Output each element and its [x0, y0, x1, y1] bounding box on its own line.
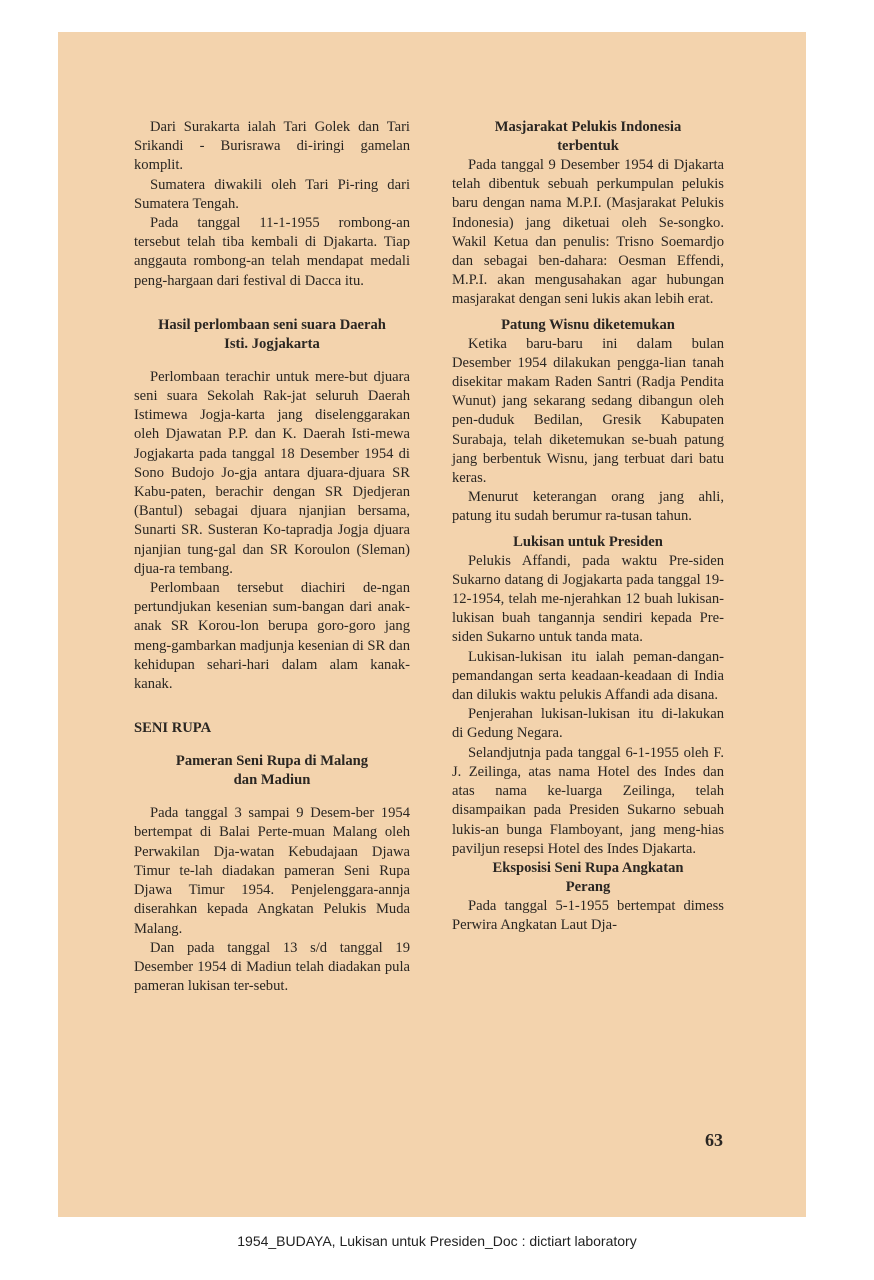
- paragraph: Perlombaan tersebut diachiri de-ngan pertundjukan kesenian sum-bangan dari anak-anak SR Korou-lon berupa goro-goro jang meng-gambarkan madjunja kesenian di SR dan kehidupan sehari-hari dalam alam kanak-kanak.: [134, 580, 410, 693]
- scanned-page: [58, 32, 806, 1217]
- section-heading: Lukisan untuk Presiden: [513, 533, 663, 550]
- paragraph: Perlombaan terachir untuk mere-but djuara seni suara Sekolah Rak-jat seluruh Daerah Istimewa Jogja-karta jang diselenggarakan oleh Djawatan P.P. dan K. Daerah Isti-mewa Jogjakarta pada tanggal 18 Desember 1954 di Sono Budojo Jo-gja antara djuara-djuara SR Kabu-paten, berachir dengan SR Djedjeran (Bantul) sebagai djuara njanjian bersama, Sunarti SR. Susteran Ko-tapradja Jogja djuara njanjian tung-gal dan SR Koroulon (Sleman) djua-ra tembang.: [134, 368, 410, 577]
- section-heading: Hasil perlombaan seni suara Daerah Isti. Jogjakarta: [158, 316, 386, 352]
- image-caption: 1954_BUDAYA, Lukisan untuk Presiden_Doc : dictiart laboratory: [237, 1233, 637, 1249]
- paragraph: Pada tanggal 5-1-1955 bertempat dimess Perwira Angkatan Laut Dja-: [452, 897, 724, 934]
- section-heading: Eksposisi Seni Rupa Angkatan Perang: [492, 859, 684, 895]
- right-column: [452, 118, 724, 935]
- paragraph: Ketika baru-baru ini dalam bulan Desember 1954 dilakukan pengga-lian tanah disekitar makam Raden Santri (Radja Pendita Wunut) jang sekarang sedang dibangun oleh pen-duduk Bedilan, Gresik Kabupaten Surabaja, telah diketemukan se-buah patung jang berbentuk Wisnu, jang terbuat dari batu keras.: [452, 335, 724, 487]
- section-heading: Pameran Seni Rupa di Malang dan Madiun: [175, 753, 369, 789]
- section-heading: Masjarakat Pelukis Indonesia terbentuk: [494, 119, 682, 154]
- paragraph: Sumatera diwakili oleh Tari Pi-ring dari Sumatera Tengah.: [134, 176, 410, 212]
- paragraph: Pelukis Affandi, pada waktu Pre-siden Sukarno datang di Jogjakarta pada tanggal 19-12-1954, telah me-njerahkan 12 buah lukisan-lukisan buah tangannja sendiri kepada Pre-siden Sukarno untuk tanda mata.: [452, 552, 724, 646]
- paragraph: Dan pada tanggal 13 s/d tanggal 19 Desember 1954 di Madiun telah diadakan pula pameran lukisan ter-sebut.: [134, 939, 410, 995]
- page-number: 63: [705, 1130, 723, 1150]
- section-title: SENI RUPA: [134, 720, 212, 737]
- paragraph: Menurut keterangan orang jang ahli, patung itu sudah berumur ra-tusan tahun.: [452, 489, 724, 525]
- paragraph: Dari Surakarta ialah Tari Golek dan Tari Srikandi - Burisrawa di-iringi gamelan komplit.: [134, 119, 410, 174]
- paragraph: Pada tanggal 11-1-1955 rombong-an tersebut telah tiba kembali di Djakarta. Tiap anggauta rombong-an telah mendapat medali peng-hargaan dari festival di Dacca itu.: [134, 215, 410, 289]
- left-column: [134, 118, 410, 996]
- paragraph: Pada tanggal 3 sampai 9 Desem-ber 1954 bertempat di Balai Perte-muan Malang oleh Perwakilan Dja-watan Kebudajaan Djawa Timur te-lah diadakan pameran Seni Rupa Djawa Timur 1954. Penjelenggara-annja diserahkan kepada Angkatan Pelukis Muda Malang.: [134, 805, 410, 937]
- paragraph: Selandjutnja pada tanggal 6-1-1955 oleh F. J. Zeilinga, atas nama Hotel des Indes dan atas nama ke-luarga Zeilinga, telah disampaikan pada Presiden Sukarno sebuah lukis-an bunga Flamboyant, jang meng-hias paviljun resepsi Hotel des Indes Djakarta.: [452, 744, 724, 857]
- paragraph: Penjerahan lukisan-lukisan itu di-lakukan di Gedung Negara.: [452, 706, 724, 742]
- paragraph: Pada tanggal 9 Desember 1954 di Djakarta telah dibentuk sebuah perkumpulan pelukis baru dengan nama M.P.I. (Masjarakat Pelukis Indonesia) jang diketuai oleh Se-songko. Wakil Ketua dan penulis: Trisno Soemardjo dan sebagai ben-dahara: Oesman Effendi, M.P.I. akan mengusahakan agar hubungan masjarakat dengan seni lukis akan lebih erat.: [452, 157, 724, 308]
- section-heading: Patung Wisnu diketemukan: [501, 316, 675, 333]
- paragraph: Lukisan-lukisan itu ialah peman-dangan-pemandangan serta keadaan-keadaan di India dan dilukis waktu pelukis Affandi ada disana.: [452, 648, 724, 704]
